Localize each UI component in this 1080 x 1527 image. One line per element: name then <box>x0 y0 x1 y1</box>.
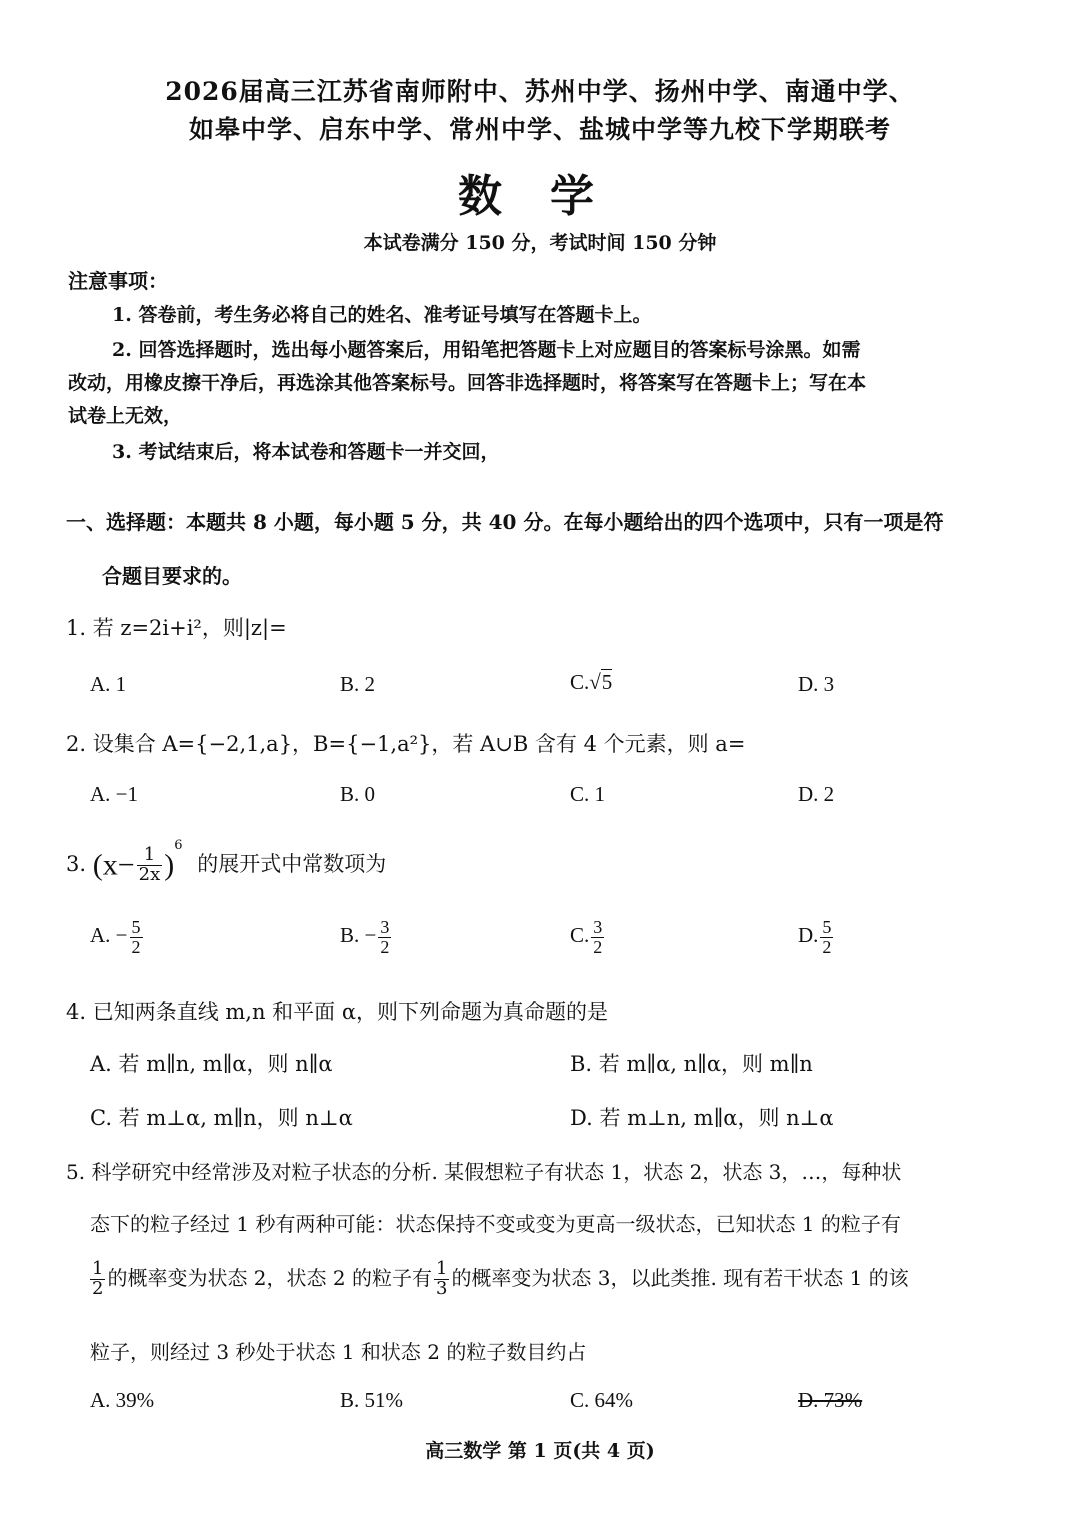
question-5-line3 <box>88 1260 909 1299</box>
question-5-option-a: A. 39% <box>90 1388 155 1412</box>
question-5-option-b: B. 51% <box>340 1388 403 1412</box>
question-4-option-a: A. 若 m∥n, m∥α，则 n∥α <box>90 1052 333 1076</box>
fraction <box>137 846 163 885</box>
fraction-denominator: 3 <box>435 1277 448 1299</box>
fraction-denominator: 2 <box>593 936 603 957</box>
fraction <box>591 918 604 957</box>
notice-item-1: 1. 答卷前，考生务必将自己的姓名、准考证号填写在答题卡上。 <box>112 304 652 326</box>
option-label: C. <box>570 923 590 948</box>
question-1-option-c <box>570 670 612 695</box>
fraction <box>434 1260 449 1299</box>
exponent: 6 <box>174 838 183 853</box>
question-5-line1: 5. 科学研究中经常涉及对粒子状态的分析. 某假想粒子有状态 1，状态 2，状态 3，…，每种状 <box>66 1160 902 1184</box>
fraction-numerator: 3 <box>593 917 603 937</box>
question-5-option-c: C. 64% <box>570 1388 633 1412</box>
fraction-denominator: 2x <box>138 864 161 885</box>
exam-title-line1: 2026届高三江苏省南师附中、苏州中学、扬州中学、南通中学、 <box>165 77 915 106</box>
option-label: B. − <box>340 923 377 948</box>
question-3-number: 3. <box>66 852 87 876</box>
subject-title: 数学 <box>458 171 642 222</box>
question-2-option-d: D. 2 <box>798 782 835 806</box>
fraction <box>820 918 833 957</box>
fraction-numerator: 1 <box>92 1258 104 1279</box>
option-label: A. − <box>90 923 128 948</box>
question-4-option-c: C. 若 m⊥α, m∥n，则 n⊥α <box>90 1106 353 1130</box>
question-4-option-b: B. 若 m∥α, n∥α，则 m∥n <box>570 1052 813 1076</box>
notice-item-2-line2: 改动，用橡皮擦干净后，再选涂其他答案标号。回答非选择题时，将答案写在答题卡上；写在本 <box>68 372 867 394</box>
question-3-option-c <box>570 918 606 957</box>
question-5-text: 的概率变为状态 2，状态 2 的粒子有 <box>107 1265 432 1290</box>
fraction-numerator: 1 <box>435 1258 448 1279</box>
notice-item-2-line1: 2. 回答选择题时，选出每小题答案后，用铅笔把答题卡上对应题目的答案标号涂黑。如需 <box>112 339 861 361</box>
fraction-numerator: 3 <box>380 917 390 937</box>
fraction-denominator: 2 <box>822 936 832 957</box>
fraction-numerator: 5 <box>822 917 832 937</box>
question-4-option-d: D. 若 m⊥n, m∥α，则 n⊥α <box>570 1106 834 1130</box>
question-5-text: 的概率变为状态 3，以此类推. 现有若干状态 1 的该 <box>451 1265 909 1290</box>
question-2-option-a: A. −1 <box>90 782 139 806</box>
notice-title: 注意事项： <box>68 269 168 293</box>
open-paren: (x− <box>92 848 135 882</box>
question-3-text: 的展开式中常数项为 <box>197 852 387 876</box>
option-label: D. <box>798 923 819 948</box>
sqrt-sign: √ <box>589 670 601 694</box>
close-paren: ) <box>164 848 175 882</box>
notice-item-2-line3: 试卷上无效， <box>68 405 183 427</box>
question-2-option-b: B. 0 <box>340 782 376 806</box>
exam-info: 本试卷满分 150 分，考试时间 150 分钟 <box>363 232 717 254</box>
option-c-label: C. <box>570 670 590 694</box>
question-5-line4: 粒子，则经过 3 秒处于状态 1 和状态 2 的粒子数目约占 <box>90 1340 587 1364</box>
question-2-option-c: C. 1 <box>570 782 606 806</box>
question-3-stem <box>66 838 386 885</box>
fraction-numerator: 5 <box>131 917 141 937</box>
section-1-heading-line1: 一、选择题：本题共 8 小题，每小题 5 分，共 40 分。在每小题给出的四个选项中，只有一项是符 <box>66 510 944 534</box>
question-3-option-a <box>90 918 145 957</box>
sqrt-radicand: 5 <box>601 670 613 694</box>
section-1-heading-line2: 合题目要求的。 <box>102 564 242 588</box>
question-1-option-a: A. 1 <box>90 672 127 696</box>
question-1-option-b: B. 2 <box>340 672 376 696</box>
fraction <box>378 918 391 957</box>
fraction-numerator: 1 <box>137 846 163 866</box>
question-1-option-d: D. 3 <box>798 672 835 696</box>
question-4-stem: 4. 已知两条直线 m,n 和平面 α，则下列命题为真命题的是 <box>66 1000 609 1024</box>
question-1-stem: 1. 若 z=2i+i²，则|z|= <box>66 616 287 640</box>
fraction <box>130 918 143 957</box>
question-3-option-b <box>340 918 393 957</box>
question-2-stem: 2. 设集合 A={−2,1,a}，B={−1,a²}，若 A∪B 含有 4 个元素，则 a= <box>66 732 746 756</box>
fraction <box>90 1260 105 1299</box>
fraction-denominator: 2 <box>92 1277 104 1299</box>
question-5-line2: 态下的粒子经过 1 秒有两种可能：状态保持不变或变为更高一级状态，已知状态 1 的粒子有 <box>90 1212 901 1236</box>
page-footer: 高三数学 第 1 页(共 4 页) <box>425 1440 655 1462</box>
exam-title-line2: 如皋中学、启东中学、常州中学、盐城中学等九校下学期联考 <box>188 115 891 144</box>
question-3-option-d <box>798 918 835 957</box>
fraction-denominator: 2 <box>380 936 390 957</box>
fraction-denominator: 2 <box>131 936 141 957</box>
notice-item-3: 3. 考试结束后，将本试卷和答题卡一并交回， <box>112 441 500 463</box>
question-5-option-d: D. 73% <box>798 1388 863 1412</box>
